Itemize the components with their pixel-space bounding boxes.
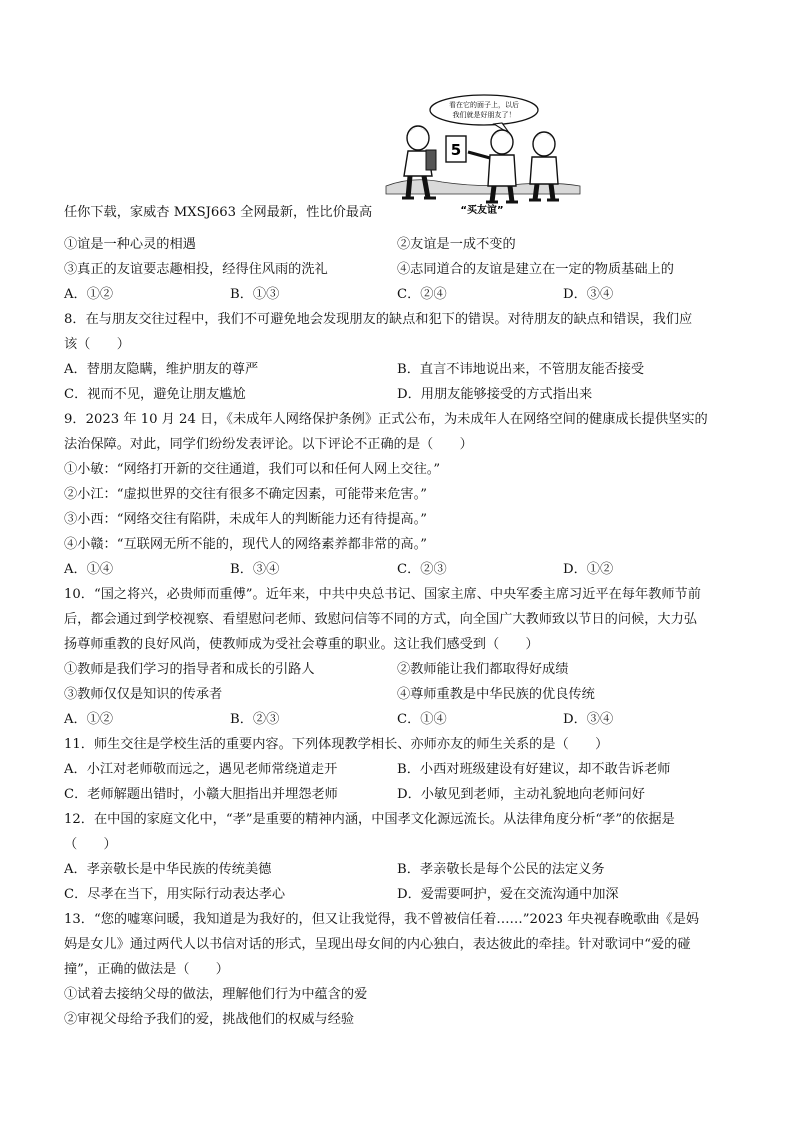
q12-stem-line-1: 12．在中国的家庭文化中，“孝”是重要的精神内涵，中国孝文化源远流长。从法律角度分析“孝”的依据是 xyxy=(64,812,675,827)
q8-stem-line-2: 该（ ） xyxy=(64,337,130,352)
q9-option-d[interactable]: D．①② xyxy=(563,562,614,577)
q13-statement-1: ①试着去接纳父母的做法，理解他们行为中蕴含的爱 xyxy=(64,987,368,1002)
q13-statement-2: ②审视父母给予我们的爱，挑战他们的权威与经验 xyxy=(64,1012,355,1027)
q9-option-c[interactable]: C．②③ xyxy=(397,562,447,577)
q10-option-b[interactable]: B．②③ xyxy=(230,712,280,727)
speech-text-1: 看在它的面子上，以后 xyxy=(449,101,519,109)
q10-statement-4: ④尊师重教是中华民族的优良传统 xyxy=(397,687,595,702)
promo-line: 任你下载，家威杏 MXSJ663 全网最新，性比价最高 xyxy=(64,205,373,220)
q7-option-c[interactable]: C．②④ xyxy=(397,287,447,302)
speech-text-2: 我们就是好朋友了！ xyxy=(452,111,516,119)
q10-statement-1: ①教师是我们学习的指导者和成长的引路人 xyxy=(64,662,315,677)
q13-stem-line-1: 13．“您的嘘寒问暖，我知道是为我好的，但又让我觉得，我不曾被信任着……”2023 年央视春晚歌曲《是妈 xyxy=(64,912,700,927)
q8-option-a[interactable]: A．替朋友隐瞒，维护朋友的尊严 xyxy=(64,362,259,377)
q13-stem-line-3: 撞”，正确的做法是（ ） xyxy=(64,962,229,977)
q10-statement-2: ②教师能让我们都取得好成绩 xyxy=(397,662,569,677)
q10-stem-line-3: 扬尊师重教的良好风尚，使教师成为受社会尊重的职业。这让我们感受到（ ） xyxy=(64,637,539,652)
q10-stem-line-1: 10．“国之将兴，必贵师而重傅”。近年来，中共中央总书记、国家主席、中央军委主席习近平在每年教师节前 xyxy=(64,587,701,602)
q8-option-d[interactable]: D．用朋友能够接受的方式指出来 xyxy=(397,387,593,402)
q10-statement-3: ③教师仅仅是知识的传承者 xyxy=(64,687,223,702)
q7-statement-1: ①谊是一种心灵的相遇 xyxy=(64,237,196,252)
q11-option-c[interactable]: C．老师解题出错时，小赣大胆指出并埋怨老师 xyxy=(64,787,338,802)
cartoon-caption: “买友谊” xyxy=(460,205,504,216)
q12-option-c[interactable]: C．尽孝在当下，用实际行动表达孝心 xyxy=(64,887,286,902)
q9-option-b[interactable]: B．③④ xyxy=(230,562,280,577)
q7-option-d[interactable]: D．③④ xyxy=(563,287,614,302)
q9-statement-1: ①小敏：“网络打开新的交往通道，我们可以和任何人网上交往。” xyxy=(64,462,441,477)
q9-statement-4: ④小赣：“互联网无所不能的，现代人的网络素养都非常的高。” xyxy=(64,537,427,552)
q9-stem-line-1: 9．2023 年 10 月 24 日，《未成年人网络保护条例》正式公布，为未成年人在网络空间的健康成长提供坚实的 xyxy=(64,412,708,427)
q13-stem-line-2: 妈是女儿》通过两代人以书信对话的形式，呈现出母女间的内心独白，表达彼此的牵挂。针对歌词中“爱的碰 xyxy=(64,937,691,952)
q8-option-b[interactable]: B．直言不讳地说出来，不管朋友能否接受 xyxy=(397,362,645,377)
q7-option-a[interactable]: A．①② xyxy=(64,287,114,302)
q10-stem-line-2: 后，都会通过到学校视察、看望慰问老师、致慰问信等不同的方式，向全国广大教师致以节日的问候，大力弘 xyxy=(64,612,697,627)
q12-option-b[interactable]: B．孝亲敬长是每个公民的法定义务 xyxy=(397,862,605,877)
q9-option-a[interactable]: A．①④ xyxy=(64,562,114,577)
q10-option-a[interactable]: A．①② xyxy=(64,712,114,727)
q11-option-d[interactable]: D．小敏见到老师，主动礼貌地向老师问好 xyxy=(397,787,645,802)
q12-stem-line-2: （ ） xyxy=(64,837,117,852)
q12-option-d[interactable]: D．爱需要呵护，爱在交流沟通中加深 xyxy=(397,887,619,902)
q10-option-d[interactable]: D．③④ xyxy=(563,712,614,727)
q9-statement-3: ③小西：“网络交往有陷阱，未成年人的判断能力还有待提高。” xyxy=(64,512,427,527)
cartoon-buying-friendship xyxy=(382,94,582,216)
q7-statement-2: ②友谊是一成不变的 xyxy=(397,237,516,252)
money-mark: 5 xyxy=(450,141,462,159)
q8-option-c[interactable]: C．视而不见，避免让朋友尴尬 xyxy=(64,387,246,402)
q7-option-b[interactable]: B．①③ xyxy=(230,287,280,302)
q7-statement-3: ③真正的友谊要志趣相投，经得住风雨的洗礼 xyxy=(64,262,328,277)
q8-stem-line-1: 8．在与朋友交往过程中，我们不可避免地会发现朋友的缺点和犯下的错误。对待朋友的缺点和错误，我们应 xyxy=(64,312,693,327)
q11-option-a[interactable]: A．小江对老师敬而远之，遇见老师常绕道走开 xyxy=(64,762,338,777)
q7-statement-4: ④志同道合的友谊是建立在一定的物质基础上的 xyxy=(397,262,674,277)
q11-stem-line-1: 11．师生交往是学校生活的重要内容。下列体现教学相长、亦师亦友的师生关系的是（ ） xyxy=(64,737,609,752)
q11-option-b[interactable]: B．小西对班级建设有好建议，却不敢告诉老师 xyxy=(397,762,671,777)
q9-statement-2: ②小江：“虚拟世界的交往有很多不确定因素，可能带来危害。” xyxy=(64,487,427,502)
q12-option-a[interactable]: A．孝亲敬长是中华民族的传统美德 xyxy=(64,862,272,877)
q9-stem-line-2: 法治保障。对此，同学们纷纷发表评论。以下评论不正确的是（ ） xyxy=(64,437,473,452)
q10-option-c[interactable]: C．①④ xyxy=(397,712,447,727)
